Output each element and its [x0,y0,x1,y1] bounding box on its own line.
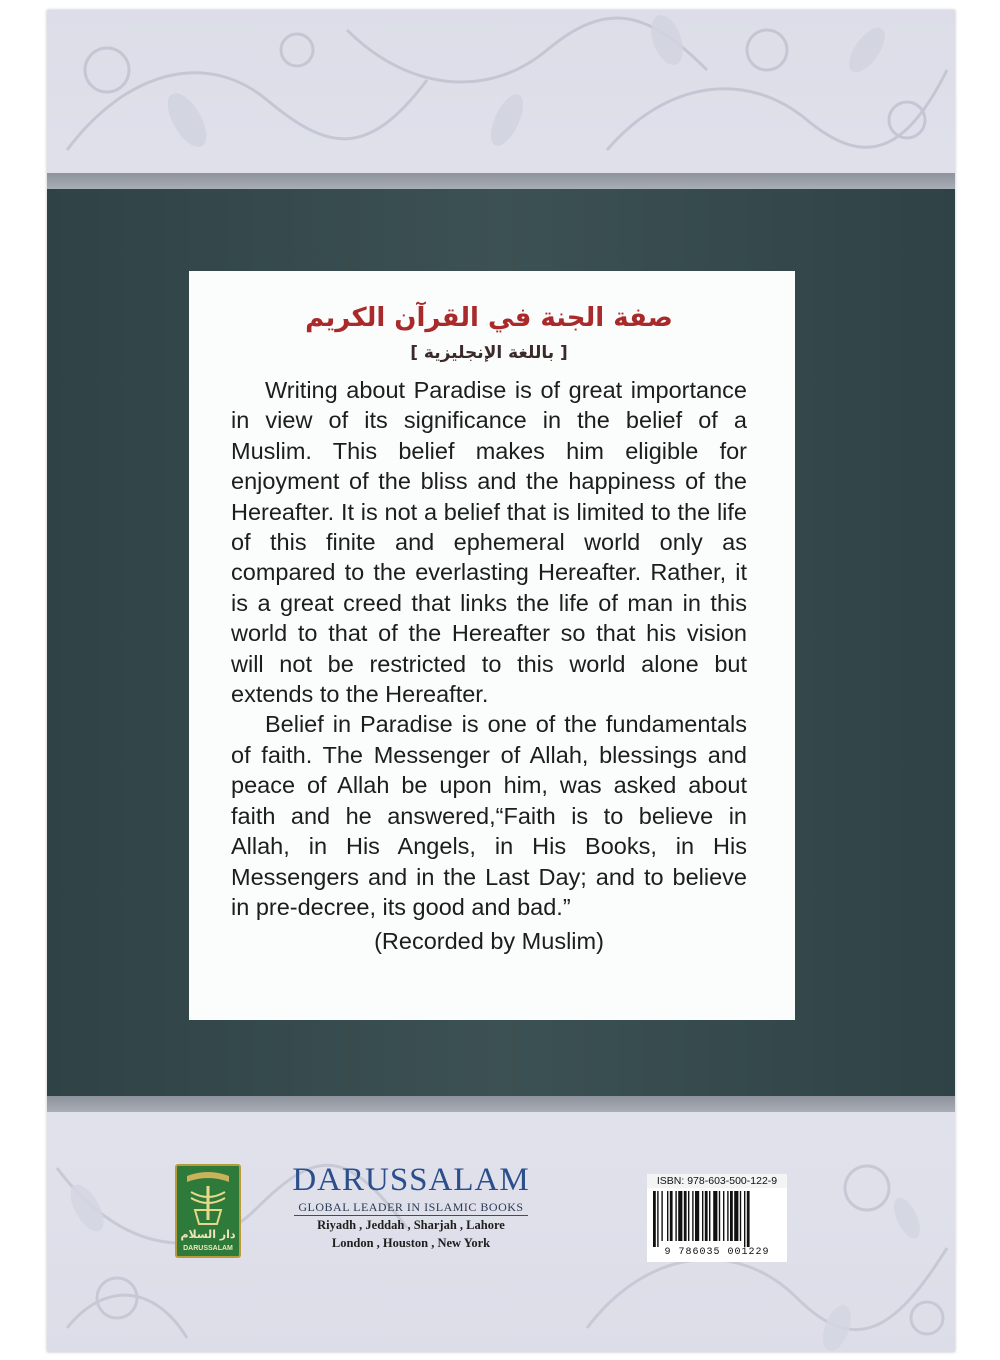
arabic-title: صفة الجنة في القرآن الكريم [305,303,673,333]
publisher-logo [175,1164,241,1258]
description-paragraph-1: Writing about Paradise is of great importance in view of its significance in the belief of a Muslim. This belief makes him eligible for enjoyment of the bliss and the happiness of the Hereafter. It is not a belief that is limited to the life of this finite and ephemeral world only as compared to the everlasting Hereafter. Rather, it is a great creed that links the life of man in this world to that of the Hereafter so that his vision will not be restricted to this world alone but extends to the Hereafter. [231,377,747,708]
floral-pattern-top [47,10,955,170]
description-paragraph-2: Belief in Paradise is one of the fundamentals of faith. The Messenger of Allah, blessings and peace of Allah be upon him, was asked about faith and he answered,“Faith is to believe in Allah, in His Angels, in His Books, in His Messengers and in the Last Day; and to believe in pre-decree, its good and bad.” [231,711,747,920]
isbn-block [647,1174,787,1262]
book-back-cover [47,10,955,1352]
arabic-subtitle: [ باللغة الإنجليزية ] [410,343,568,363]
logo-label: DARUSSALAM [183,1245,233,1252]
publisher-tagline: GLOBAL LEADER IN ISLAMIC BOOKS [294,1199,527,1216]
citation: (Recorded by Muslim) [374,928,604,955]
publisher-name: DARUSSALAM [292,1162,530,1198]
description-panel [189,271,795,1020]
barcode-icon [653,1191,781,1247]
top-grey-stripe [47,173,955,189]
svg-text:دار السلام: دار السلام [180,1228,236,1241]
bottom-grey-stripe [47,1096,955,1112]
isbn-digits: 9 786035 001229 [664,1247,770,1258]
publisher-cities-line-1: Riyadh , Jeddah , Sharjah , Lahore [317,1218,505,1232]
isbn-label: ISBN: 978-603-500-122-9 [647,1174,787,1188]
book-stand-logo-icon [177,1168,239,1244]
publisher-brand [273,1162,549,1252]
publisher-cities-line-2: London , Houston , New York [331,1236,491,1250]
